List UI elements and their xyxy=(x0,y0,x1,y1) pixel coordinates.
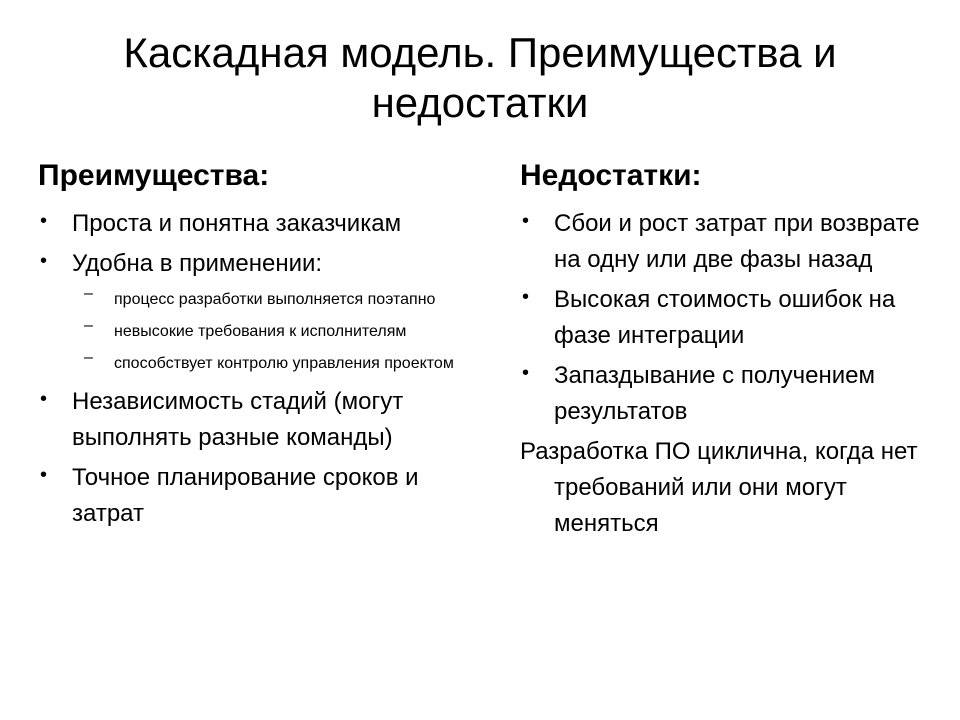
list-item-text: Удобна в применении: xyxy=(72,250,323,277)
sub-list-item xyxy=(72,285,488,312)
bullet-icon: • xyxy=(522,286,530,308)
list-item-text: Проста и понятна заказчикам xyxy=(72,210,402,237)
list-item-text: Высокая стоимость ошибок на фазе интеграции xyxy=(554,286,896,349)
bullet-icon: • xyxy=(40,210,48,232)
list-item xyxy=(38,206,488,242)
advantages-column xyxy=(38,158,488,536)
closing-note: Разработка ПО циклична, когда нет требований или они могут меняться xyxy=(520,438,918,537)
bullet-icon: • xyxy=(40,464,48,486)
bullet-icon: • xyxy=(522,210,530,232)
advantages-heading: Преимущества: xyxy=(38,159,270,192)
advantages-list xyxy=(38,206,488,532)
list-item xyxy=(38,384,488,456)
list-item xyxy=(38,460,488,532)
list-item xyxy=(520,206,930,278)
disadvantages-list xyxy=(520,206,930,430)
sub-list xyxy=(72,285,488,376)
list-item xyxy=(38,246,488,376)
list-item-text: Точное планирование сроков и затрат xyxy=(72,464,419,527)
bullet-icon: • xyxy=(40,250,48,272)
sub-list-item-text: процесс разработки выполняется поэтапно xyxy=(114,291,436,308)
list-item-text: Сбои и рост затрат при возврате на одну или две фазы назад xyxy=(554,210,920,273)
sub-list-item xyxy=(72,317,488,344)
sub-list-item xyxy=(72,349,488,376)
list-item-text: Запаздывание с получением результатов xyxy=(554,362,875,425)
bullet-icon: • xyxy=(40,388,48,410)
dash-icon: – xyxy=(84,349,93,366)
slide-title: Каскадная модель. Преимущества и недостатки xyxy=(123,29,837,126)
bullet-icon: • xyxy=(522,362,530,384)
sub-list-item-text: способствует контролю управления проектом xyxy=(114,355,454,372)
disadvantages-heading: Недостатки: xyxy=(520,159,702,192)
sub-list-item-text: невысокие требования к исполнителям xyxy=(114,323,407,340)
dash-icon: – xyxy=(84,317,93,334)
list-item xyxy=(520,358,930,430)
dash-icon: – xyxy=(84,285,93,302)
disadvantages-column xyxy=(520,158,930,542)
list-item-text: Независимость стадий (могут выполнять разные команды) xyxy=(72,388,404,451)
list-item xyxy=(520,282,930,354)
